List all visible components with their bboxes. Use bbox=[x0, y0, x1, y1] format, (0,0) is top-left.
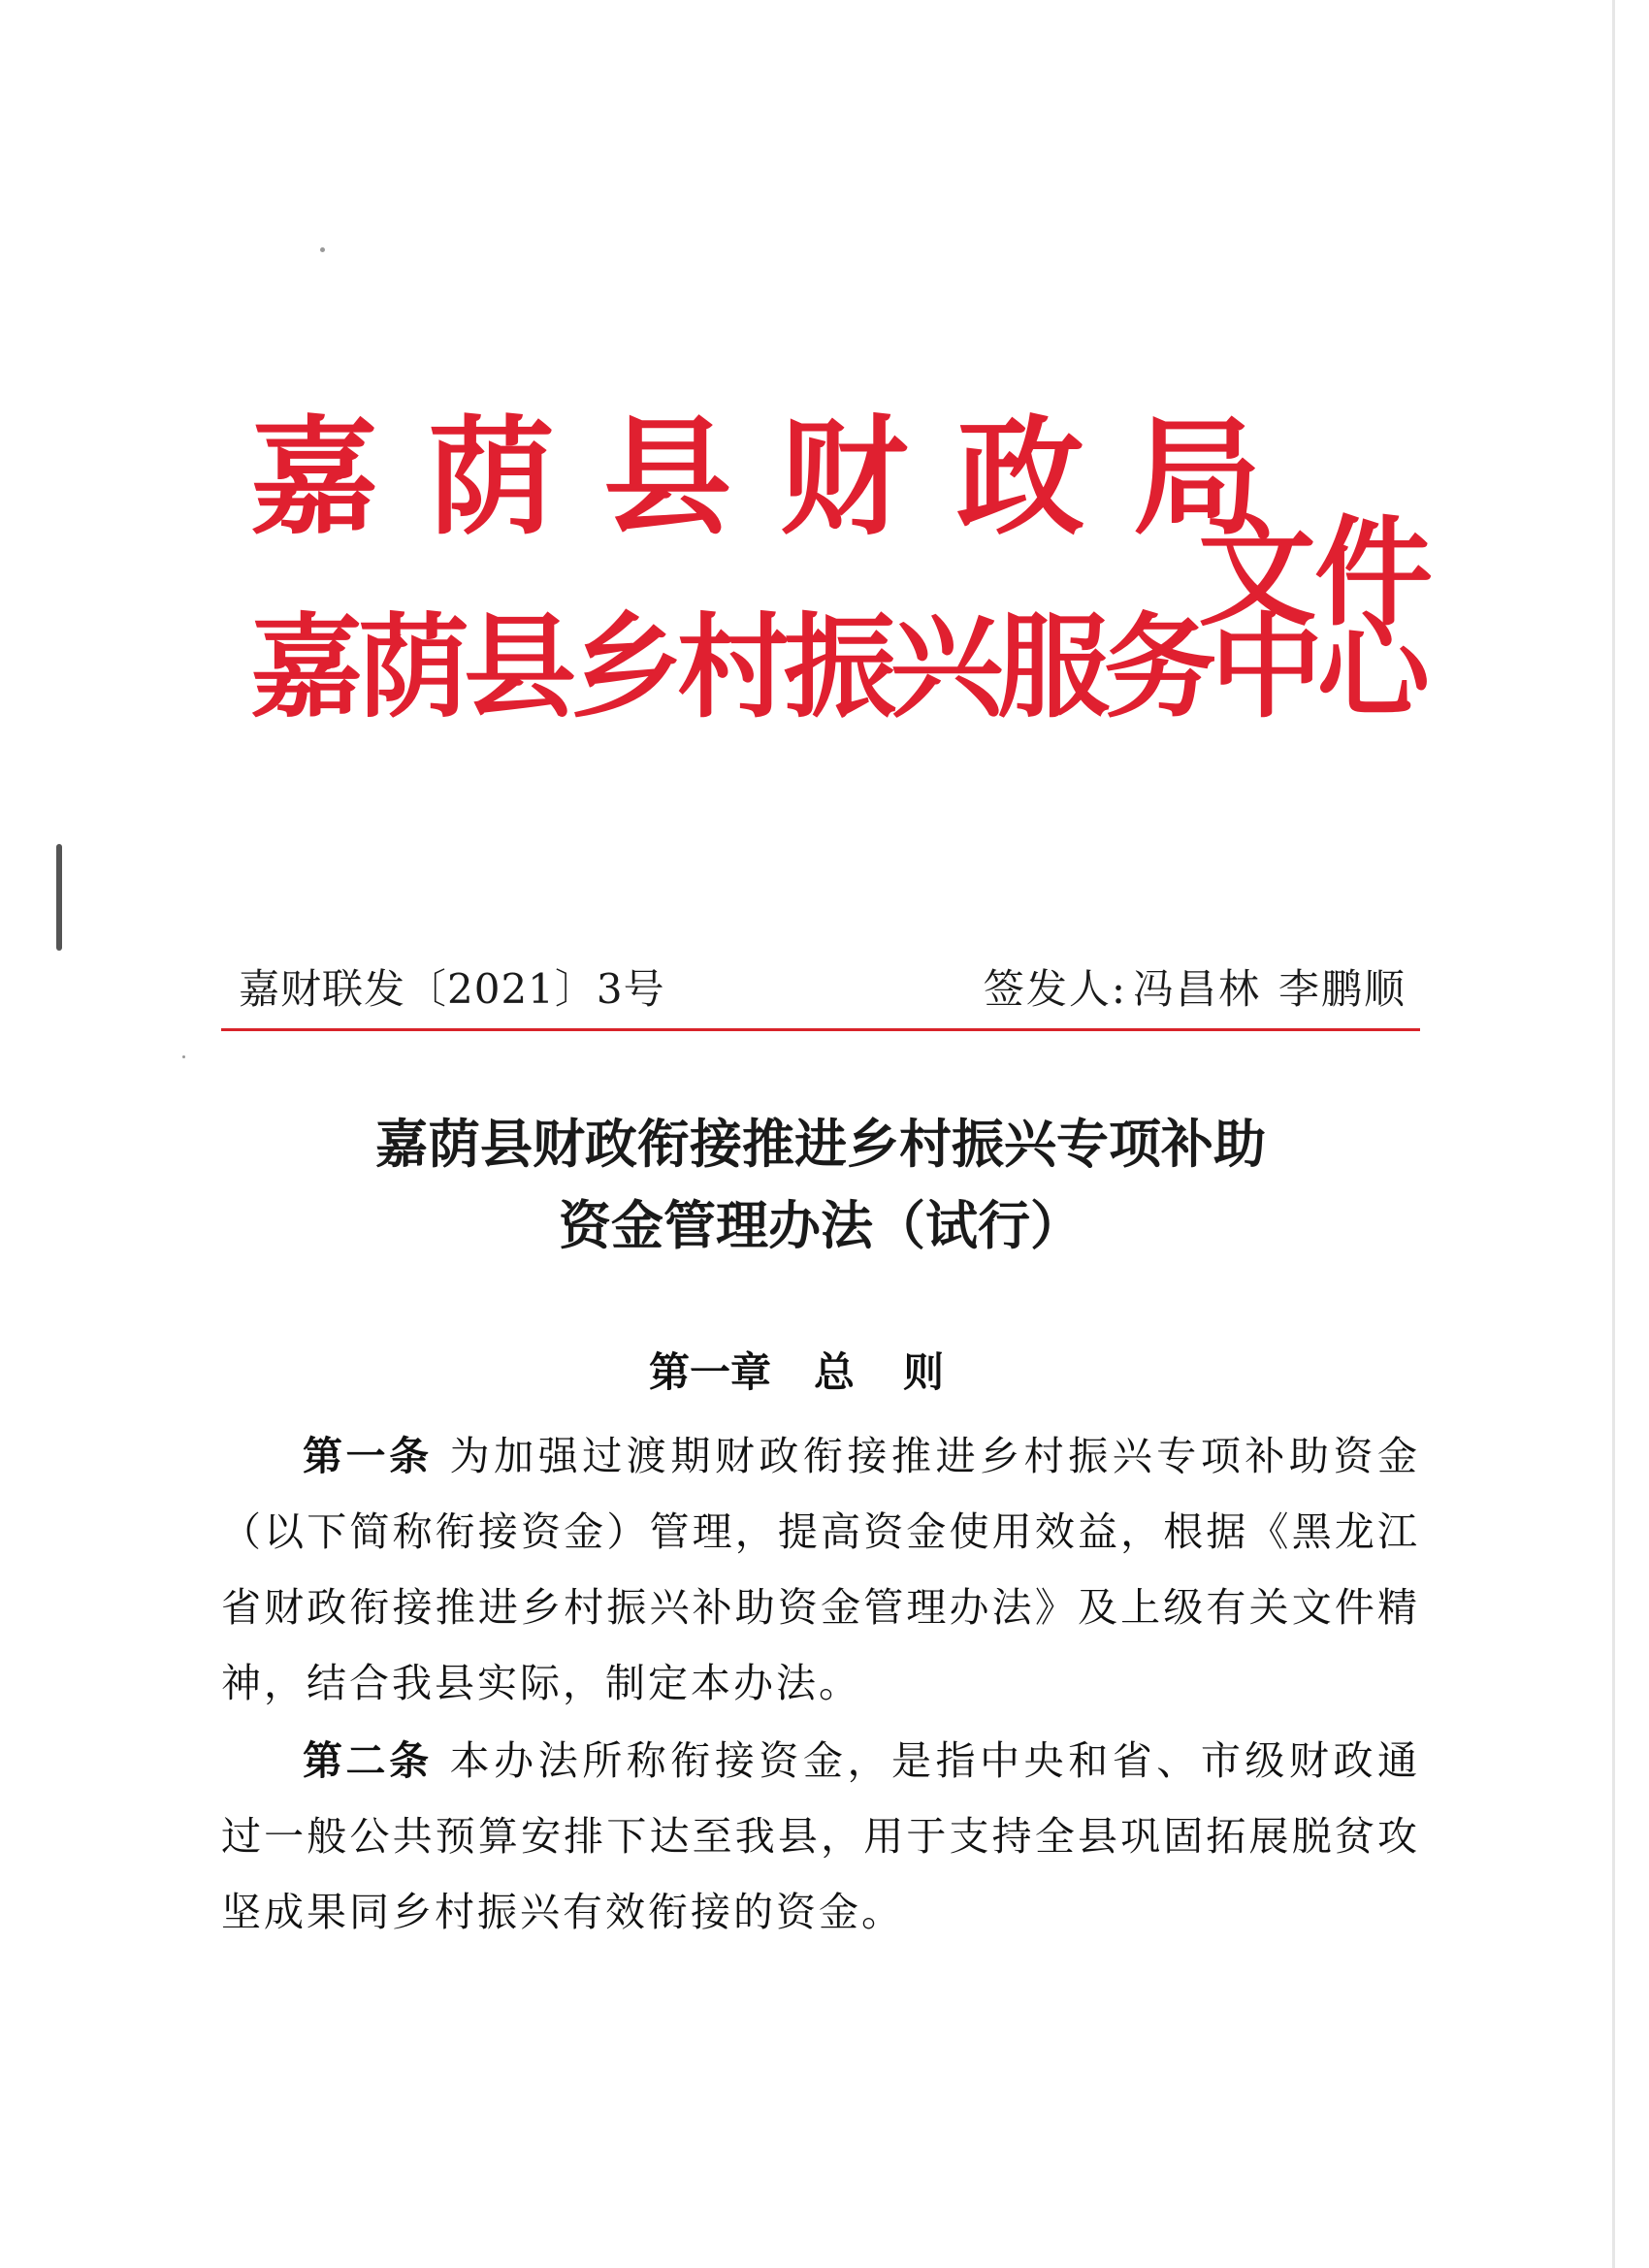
article-label: 第一条 bbox=[303, 1433, 433, 1479]
article-paragraph bbox=[221, 1723, 1420, 1950]
chapter-heading bbox=[221, 1344, 1420, 1402]
doc-title-line1: 嘉荫县财政衔接推进乡村振兴专项补助 bbox=[375, 1114, 1266, 1175]
header-org-line2: 嘉荫县乡村振兴服务中心 bbox=[250, 601, 1424, 733]
issuer-name: 李鹏顺 bbox=[1277, 965, 1406, 1013]
scan-speck bbox=[182, 1055, 185, 1058]
issuer-label: 签发人: bbox=[983, 965, 1127, 1013]
staple-mark bbox=[56, 844, 62, 951]
chapter-name: 总则 bbox=[814, 1348, 993, 1396]
article-paragraph bbox=[221, 1418, 1420, 1721]
scan-edge-line bbox=[1612, 0, 1615, 2268]
doc-number: 嘉财联发〔2021〕3号 bbox=[239, 965, 665, 1013]
scan-speck bbox=[320, 247, 325, 252]
header-divider bbox=[221, 1028, 1420, 1031]
issuer-name: 冯昌林 bbox=[1132, 965, 1261, 1013]
article-label: 第二条 bbox=[303, 1737, 433, 1784]
issuer bbox=[984, 960, 1406, 1019]
chapter-number: 第一章 bbox=[648, 1348, 771, 1396]
header-suffix: 文件 bbox=[1198, 502, 1431, 642]
article-text: 为加强过渡期财政衔接推进乡村振兴专项补助资金（以下简称衔接资金）管理，提高资金使用效益，根据《黑龙江省财政衔接推进乡村振兴补助资金管理办法》及上级有关文件精神，结合我县实际，制定本办法。 bbox=[221, 1433, 1420, 1706]
doc-title-line2: 资金管理办法（试行） bbox=[559, 1195, 1083, 1256]
header-org-line1: 嘉荫县财政局 bbox=[250, 403, 1310, 553]
article-text: 本办法所称衔接资金，是指中央和省、市级财政通过一般公共预算安排下达至我县，用于支持全县巩固拓展脱贫攻坚成果同乡村振兴有效衔接的资金。 bbox=[221, 1737, 1420, 1935]
